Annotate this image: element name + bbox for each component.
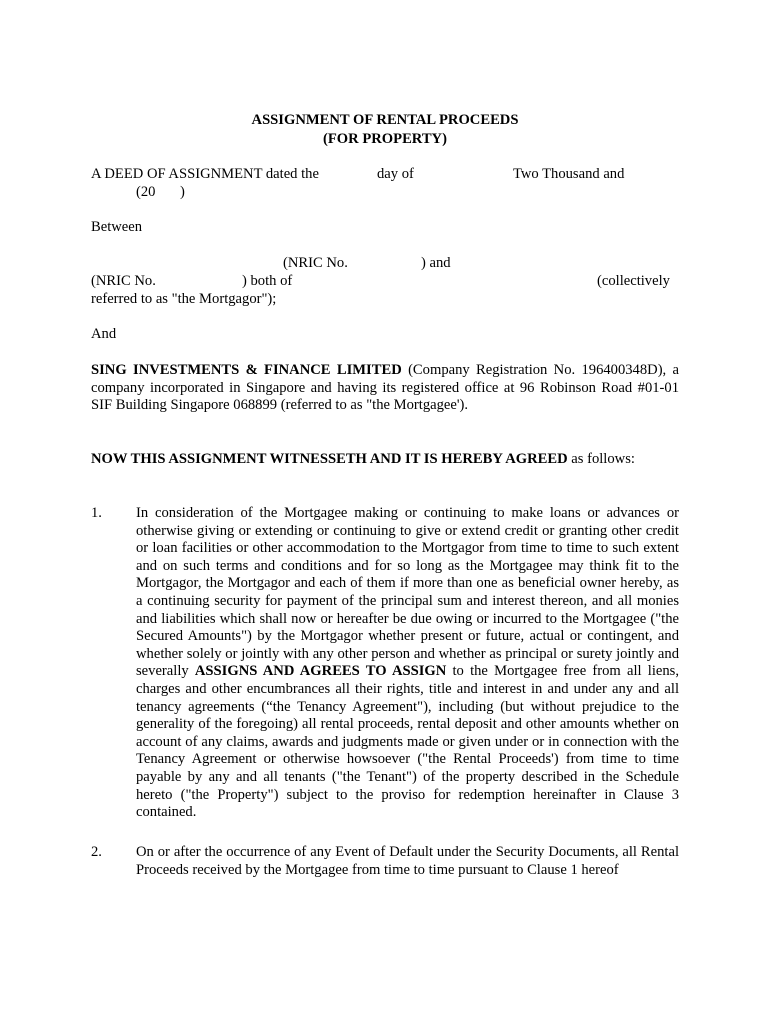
- mortgagee-paragraph: [91, 362, 679, 415]
- witness-rest: as follows:: [567, 451, 635, 467]
- clause-2-text: On or after the occurrence of any Event of Default under the Security Documents, all Rental Proceeds received by the Mortgagee from time to time pursuant to Clause 1 hereof: [136, 844, 679, 878]
- party-referred: referred to as "the Mortgagor");: [91, 291, 277, 307]
- party-nric-1: (NRIC No.: [283, 255, 348, 271]
- clause-1-part1: In consideration of the Mortgagee making or continuing to make loans or advances or otherwise giving or extending or continuing to give or extend credit or granting other credit or loan facilities or other accommodation to the Mortgagor from time to time to such extent and on such terms and conditions and for so long as the Mortgagee may think fit to the Mortgagor, the Mortgagor and each of them if more than one as beneficial owner hereby, as a continuing security for payment of the principal sum and interest thereon, and all monies and liabilities which shall now or hereafter be due owing or incurred to the Mortgagee ("the Secured Amounts") by the Mortgagor whether present or future, actual or contingent, and whether solely or jointly with any other person and whether as principal or surety jointly and severally: [136, 505, 679, 680]
- document-title: ASSIGNMENT OF RENTAL PROCEEDS: [251, 112, 519, 128]
- clause-1-part2: to the Mortgagee free from all liens, charges and other encumbrances all their rights, title and interest in and under any and all tenancy agreements (“the Tenancy Agreement"), including (but without prejudice to the generality of the foregoing) all rental proceeds, rental deposit and other amounts whether on account of any claims, awards and judgments made or given under or in connection with the Tenancy Agreement or otherwise howsoever ("the Rental Proceeds') from time to time payable by any and all tenants ("the Tenant") of the property described in the Schedule hereto ("the Property") subject to the proviso for redemption hereinafter in Clause 3 contained.: [136, 663, 679, 821]
- witness-paragraph: [91, 451, 679, 469]
- deed-two-thousand: Two Thousand and: [513, 166, 625, 182]
- deed-day-of: day of: [377, 166, 414, 182]
- deed-year-close: ): [180, 184, 185, 200]
- party-and-1: ) and: [421, 255, 451, 271]
- mortgagee-details: (Company Registration No. 196400348D), a company incorporated in Singapore and having its registered office at 96 Robinson Road #01-01 SIF Building Singapore 068899 (referred to as "the Mortgagee').: [91, 362, 679, 414]
- party-nric-2: (NRIC No.: [91, 273, 156, 289]
- witness-heading: NOW THIS ASSIGNMENT WITNESSETH AND IT IS HEREBY AGREED: [91, 451, 568, 467]
- document-subtitle: (FOR PROPERTY): [323, 131, 447, 147]
- party-both-of: ) both of: [242, 273, 293, 289]
- clause-1-number: 1.: [91, 505, 102, 521]
- and-label: And: [91, 326, 117, 342]
- clause-2-number: 2.: [91, 844, 102, 860]
- deed-year-open: (20: [136, 184, 156, 200]
- clause-1-assigns: ASSIGNS AND AGREES TO ASSIGN: [194, 663, 447, 680]
- party-collectively: (collectively: [597, 273, 670, 289]
- deed-prefix: A DEED OF ASSIGNMENT dated the: [91, 166, 319, 182]
- mortgagee-name: SING INVESTMENTS & FINANCE LIMITED: [91, 362, 402, 378]
- clause-1-text: [136, 505, 679, 822]
- between-label: Between: [91, 219, 143, 235]
